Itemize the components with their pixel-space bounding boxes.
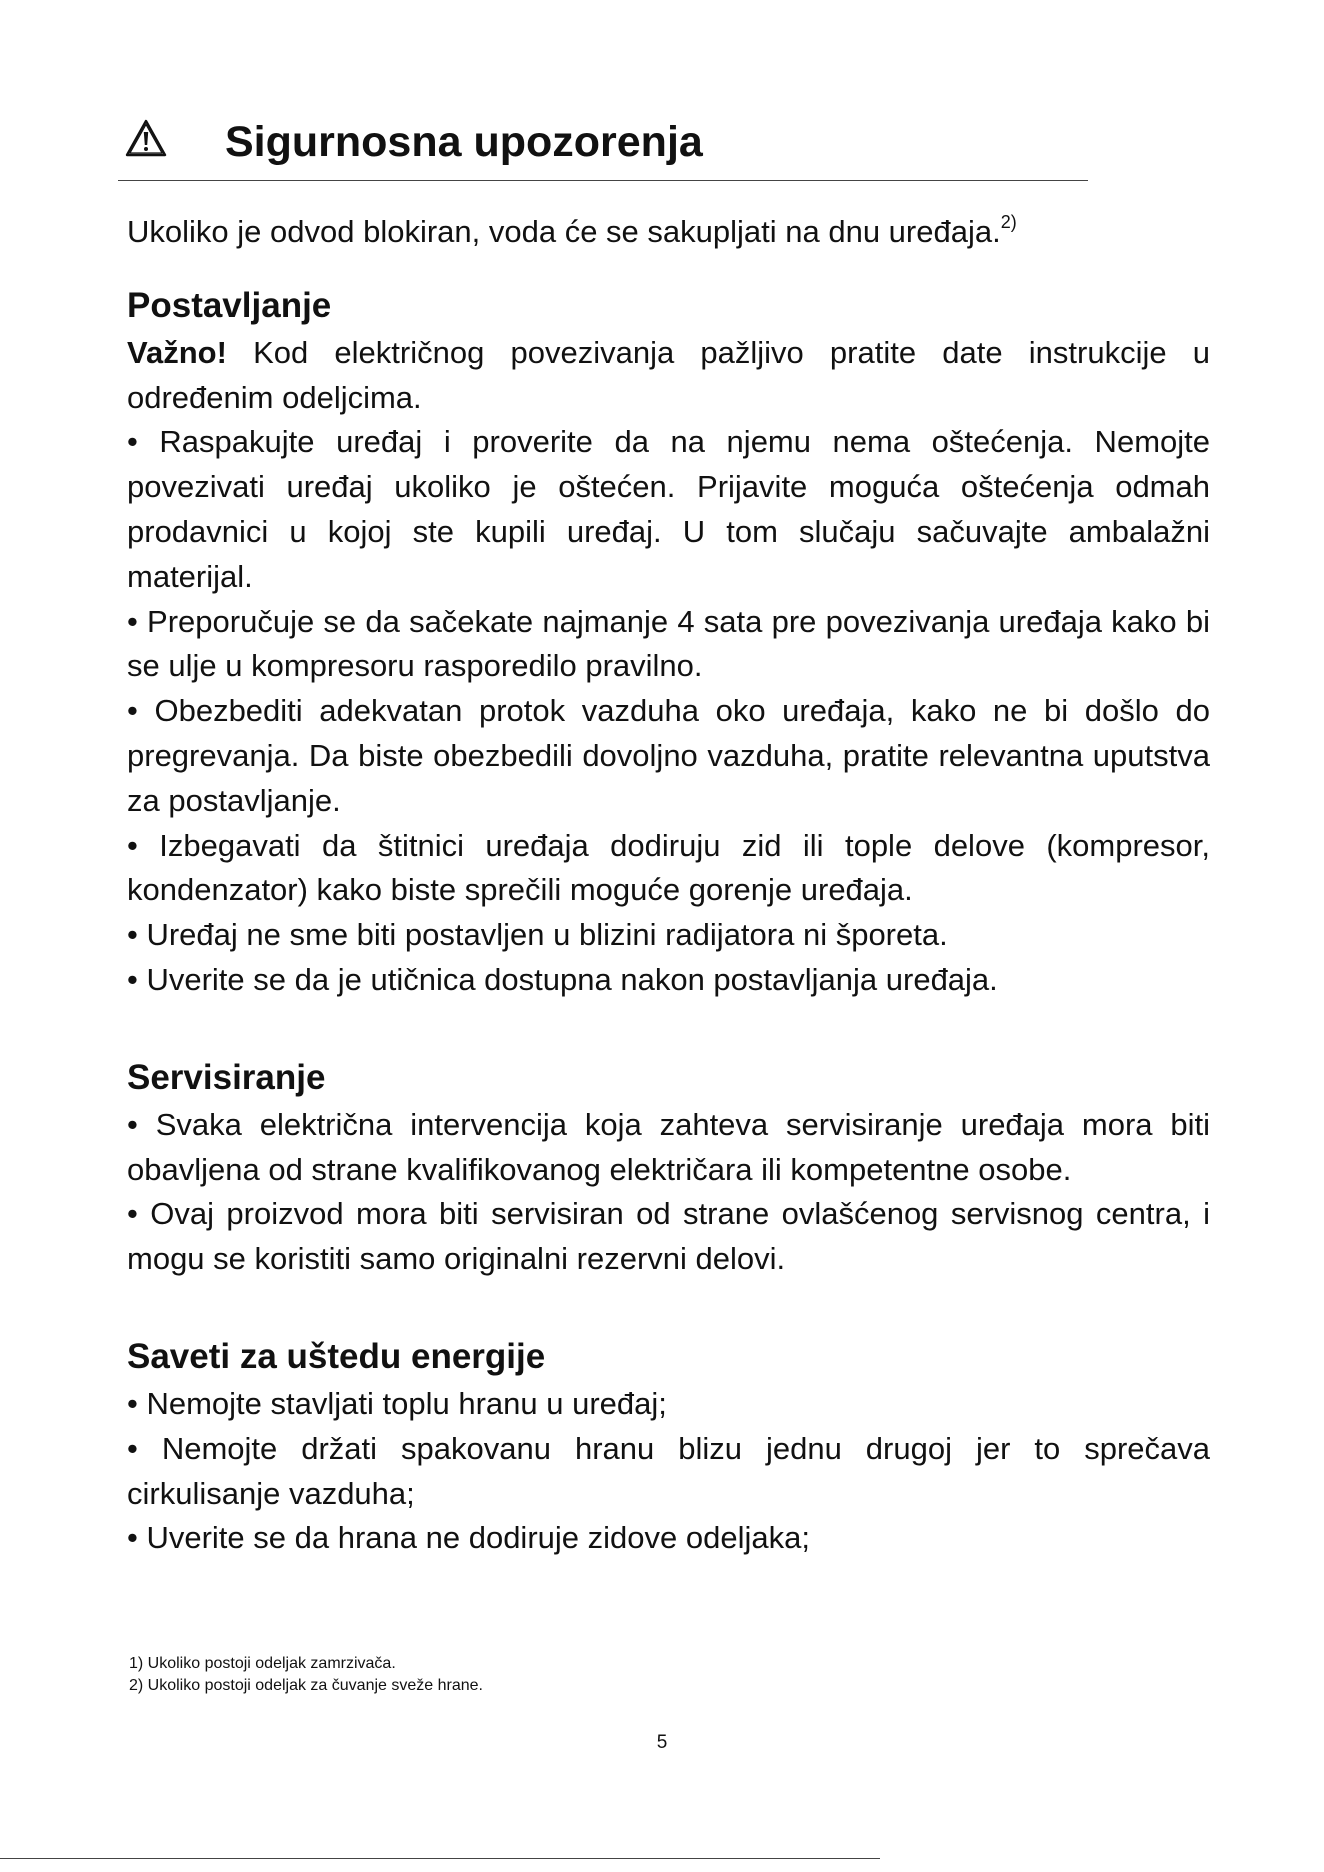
intro-paragraph [127, 210, 1210, 255]
footnotes [129, 1653, 483, 1697]
list-item: • Svaka električna intervencija koja zahteva servisiranje uređaja mora biti obavljena od strane kvalifikovanog električara ili kompetentne osobe. [127, 1106, 1210, 1187]
list-item: • Raspakujte uređaj i proverite da na njemu nema oštećenja. Nemojte povezivati uređaj ukoliko je oštećen. Prijavite moguća oštećenja odmah prodavnici u kojoj ste kupili uređaj. U tom slučaju sačuvajte ambalažni materijal. [127, 424, 1210, 594]
section-heading-servicing: Servisiranje [127, 1057, 326, 1097]
document-body [127, 210, 1210, 1561]
intro-text: Ukoliko je odvod blokiran, voda će se sakupljati na dnu uređaja. [127, 214, 1001, 249]
page-title: Sigurnosna upozorenja [225, 118, 703, 166]
list-item: • Uređaj ne sme biti postavljen u blizini radijatora ni šporeta. [127, 917, 948, 953]
list-item: • Nemojte stavljati toplu hranu u uređaj; [127, 1385, 667, 1421]
list-item: • Uverite se da je utičnica dostupna nakon postavljanja uređaja. [127, 961, 998, 997]
list-item: • Uverite se da hrana ne dodiruje zidove odeljaka; [127, 1520, 810, 1556]
list-item: • Obezbediti adekvatan protok vazduha oko uređaja, kako ne bi došlo do pregrevanja. Da biste obezbedili dovoljno vazduha, pratite relevantna uputstva za postavljanje. [127, 693, 1210, 818]
bottom-divider [0, 1858, 880, 1859]
section-heading-installation: Postavljanje [127, 285, 332, 325]
list-item: • Izbegavati da štitnici uređaja dodiruju zid ili tople delove (kompresor, kondenzator) kako biste sprečili moguće gorenje uređaja. [127, 827, 1210, 908]
page-header [118, 112, 1088, 181]
important-text: Kod električnog povezivanja pažljivo pratite date instrukcije u određenim odeljcima. [127, 334, 1210, 415]
footnote: 2) Ukoliko postoji odeljak za čuvanje sveže hrane. [129, 1677, 483, 1694]
footnote-ref: 2) [1000, 212, 1017, 232]
warning-icon [124, 118, 168, 158]
important-note [127, 331, 1210, 421]
section-heading-energy: Saveti za uštedu energije [127, 1336, 546, 1376]
list-item: • Ovaj proizvod mora biti servisiran od strane ovlašćenog servisnog centra, i mogu se koristiti samo originalni rezervni delovi. [127, 1196, 1210, 1277]
page-number: 5 [656, 1732, 668, 1753]
important-label: Važno! [127, 334, 227, 370]
footnote: 1) Ukoliko postoji odeljak zamrzivača. [129, 1655, 396, 1672]
list-item: • Nemojte držati spakovanu hranu blizu jednu drugoj jer to sprečava cirkulisanje vazduha; [127, 1430, 1210, 1511]
list-item: • Preporučuje se da sačekate najmanje 4 sata pre povezivanja uređaja kako bi se ulje u kompresoru rasporedilo pravilno. [127, 603, 1210, 684]
